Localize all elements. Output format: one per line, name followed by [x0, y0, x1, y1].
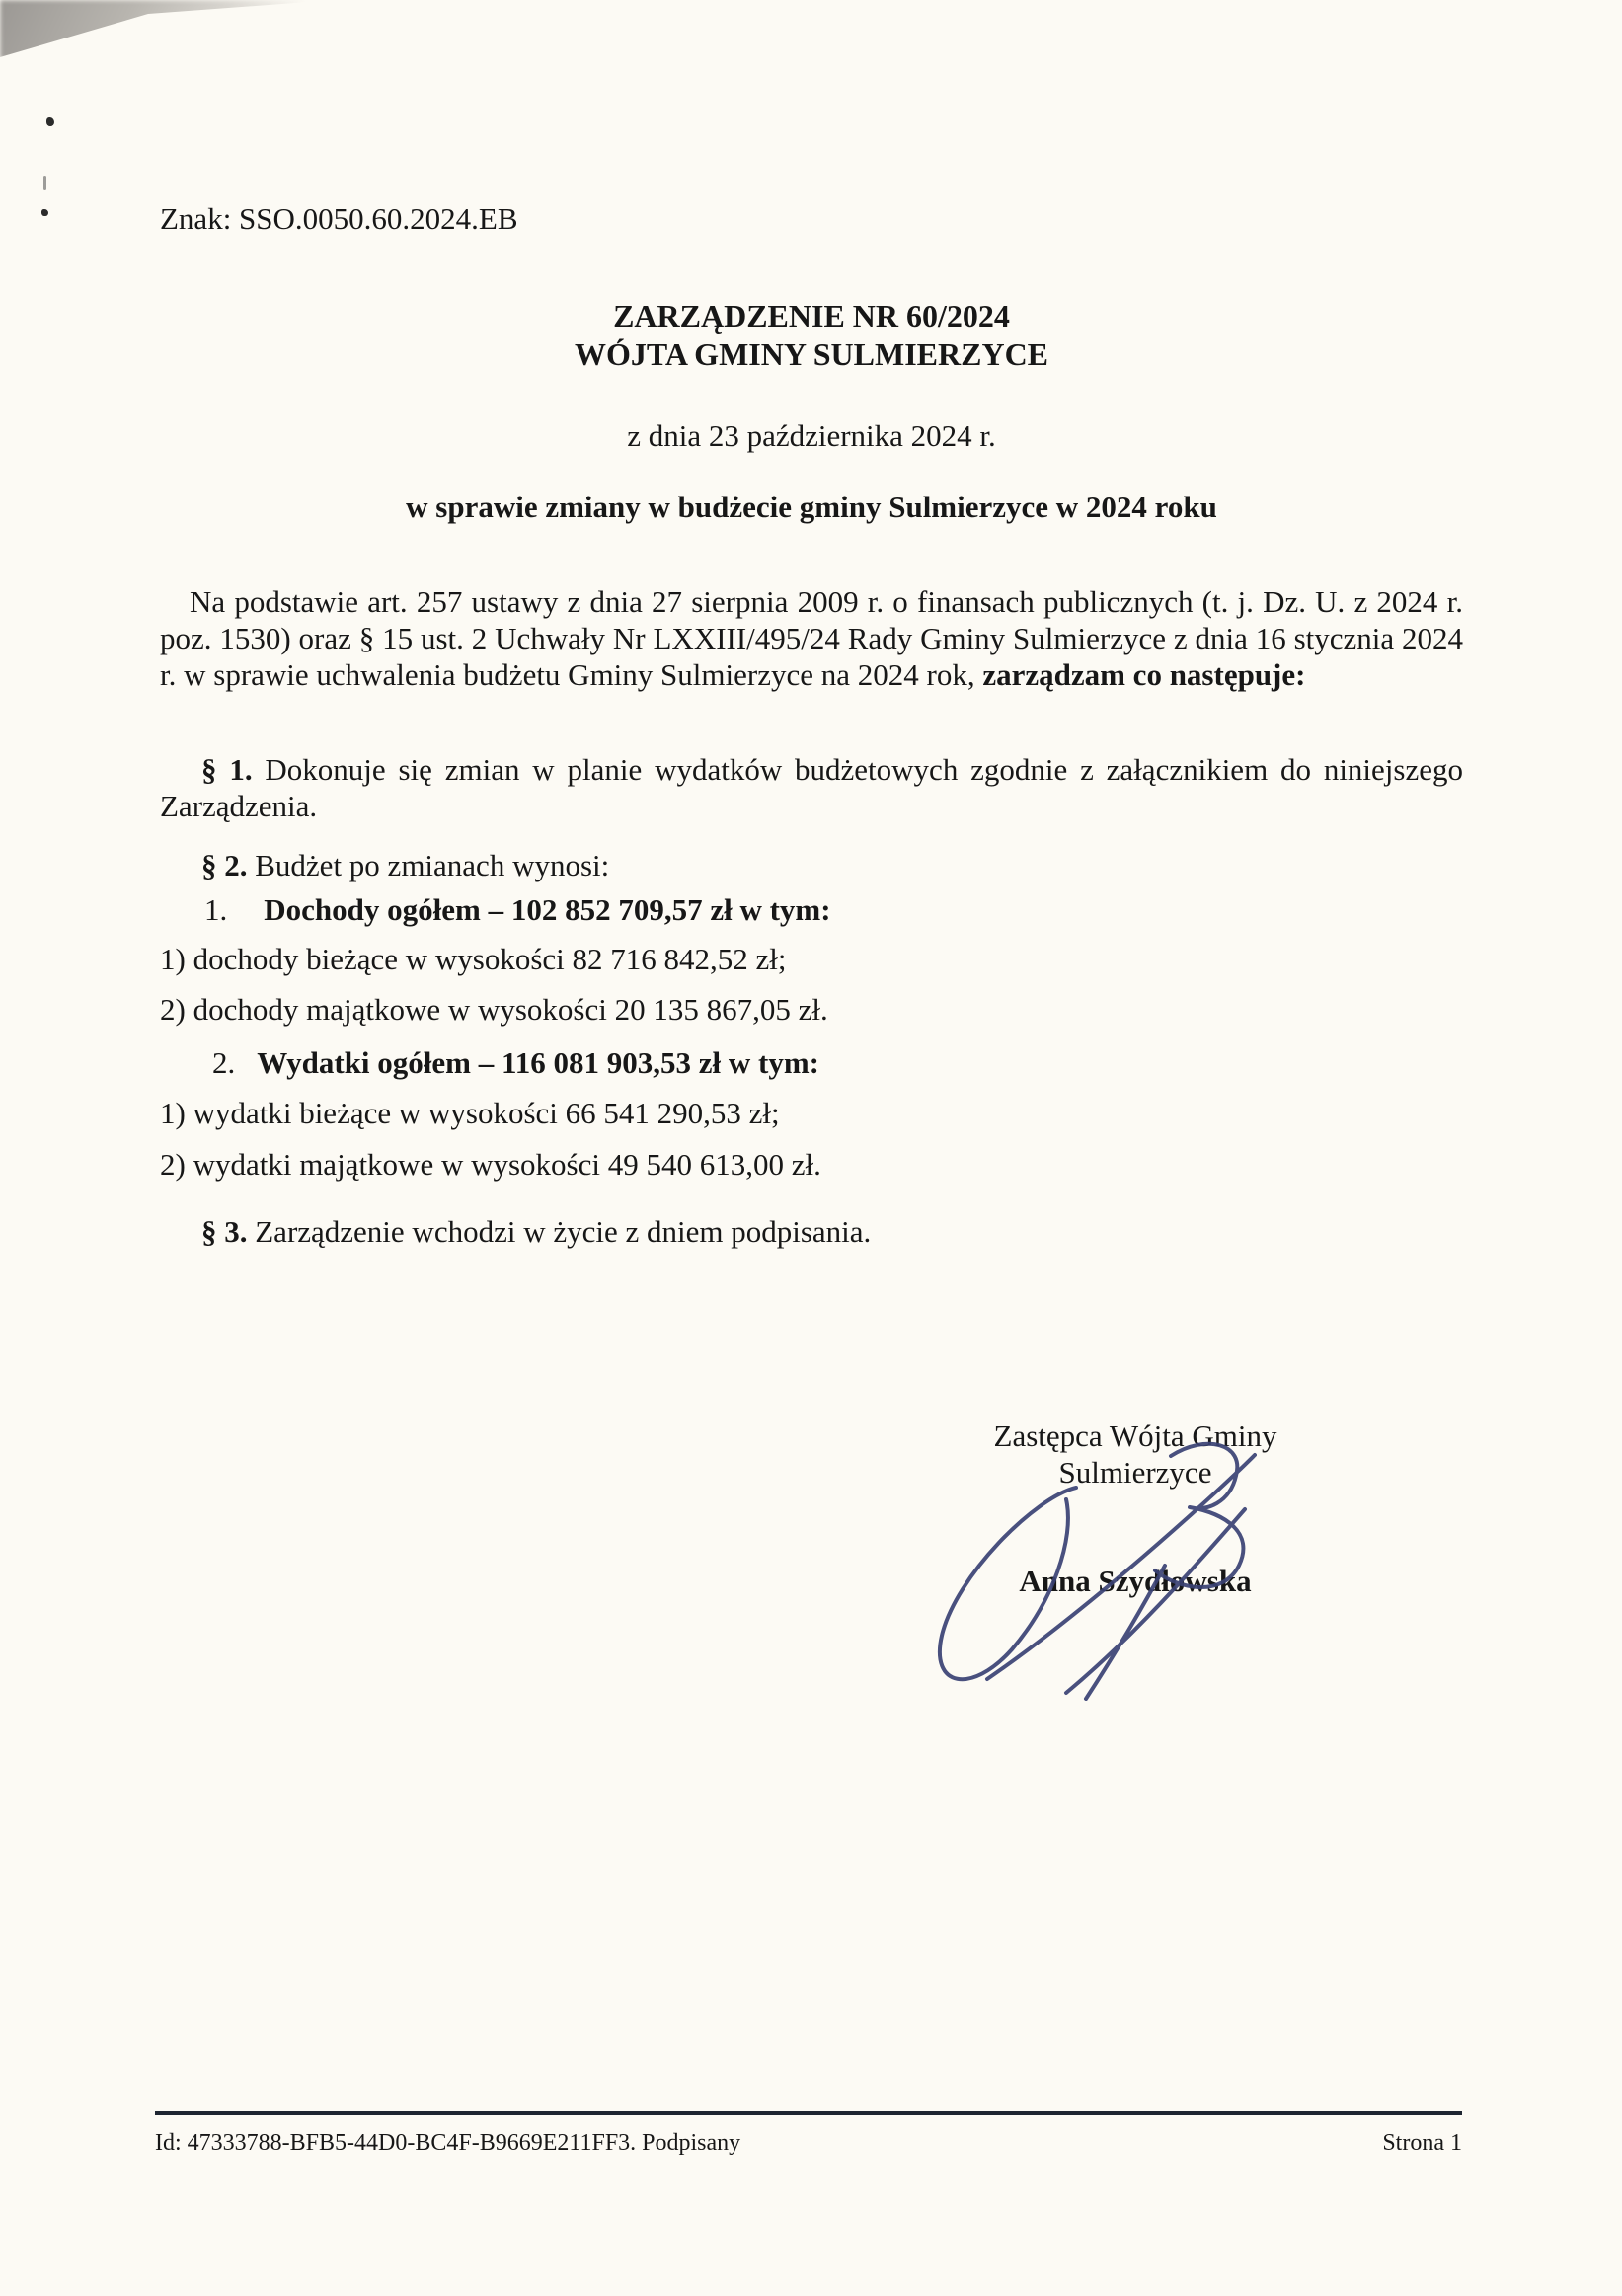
reference-number-line: Znak: SSO.0050.60.2024.EB — [160, 201, 518, 236]
income-item-current: 1) dochody bieżące w wysokości 82 716 842,52 zł; — [160, 942, 787, 976]
ordinance-title — [160, 297, 1463, 374]
signature-role-line2: Sulmierzyce — [1058, 1455, 1212, 1490]
signatory-name: Anna Szydłowska — [1019, 1564, 1252, 1598]
footer-rule — [155, 2111, 1462, 2115]
income-item-capital: 2) dochody majątkowe w wysokości 20 135 867,05 zł. — [160, 992, 828, 1027]
signature-oval-loop — [940, 1488, 1076, 1679]
scan-artifact-top-left — [0, 0, 355, 59]
ordinance-number-title: ZARZĄDZENIE NR 60/2024 — [613, 298, 1010, 334]
income-number: 1. — [204, 892, 228, 927]
expense-number: 2. — [212, 1045, 236, 1080]
scan-speck — [43, 176, 46, 190]
income-heading: Dochody ogółem – 102 852 709,57 zł w tym: — [264, 892, 831, 927]
footer — [155, 2128, 1462, 2158]
section-1-label: § 1. — [201, 752, 253, 787]
section-1-paragraph — [160, 751, 1463, 824]
ordinance-issuer-title: WÓJTA GMINY SULMIERZYCE — [574, 337, 1049, 372]
legal-basis-text: Na podstawie art. 257 ustawy z dnia 27 sierpnia 2009 r. o finansach publicznych (t. j. Dz. U. z 2024 r. poz. 1530) oraz § 15 ust. 2 Uchwały Nr LXXIII/495/24 Rady Gminy Sulmierzyce z dnia 16 stycznia 2024 r. w sprawie uchwalenia budżetu Gminy Sulmierzyce na 2024 rok, — [160, 584, 1463, 692]
expense-heading: Wydatki ogółem – 116 081 903,53 zł w tym: — [257, 1045, 819, 1080]
section-3-label: § 3. — [201, 1214, 248, 1249]
ordinance-date: z dnia 23 października 2024 r. — [627, 419, 996, 453]
page-number: Strona 1 — [1382, 2130, 1462, 2156]
signature-tail-stroke — [1086, 1566, 1165, 1699]
document-id: Id: 47333788-BFB5-44D0-BC4F-B9669E211FF3. Podpisany — [155, 2130, 741, 2156]
expense-item-capital: 2) wydatki majątkowe w wysokości 49 540 613,00 zł. — [160, 1147, 821, 1182]
section-3-paragraph — [160, 1213, 1463, 1250]
section-2-paragraph — [160, 847, 1463, 883]
legal-basis-bold-text: zarządzam co następuje: — [982, 657, 1306, 692]
section-2-label: § 2. — [201, 848, 248, 882]
income-total-line — [160, 891, 1463, 929]
section-2-text: Budżet po zmianach wynosi: — [247, 848, 610, 882]
ordinance-subject: w sprawie zmiany w budżecie gminy Sulmierzyce w 2024 roku — [406, 490, 1217, 524]
handwritten-signature-ink — [918, 1426, 1431, 1722]
section-1-text: Dokonuje się zmian w planie wydatków budżetowych zgodnie z załącznikiem do niniejszego Zarządzenia. — [160, 752, 1464, 823]
scan-speck — [46, 117, 54, 126]
signature-role-line1: Zastępca Wójta Gminy — [993, 1418, 1277, 1453]
signature-flourish-3 — [1155, 1444, 1243, 1587]
expense-total-line — [160, 1044, 1463, 1082]
section-3-text: Zarządzenie wchodzi w życie z dniem podpisania. — [247, 1214, 872, 1249]
scan-speck — [41, 209, 48, 216]
legal-basis-paragraph — [160, 583, 1463, 693]
expense-item-current: 1) wydatki bieżące w wysokości 66 541 290,53 zł; — [160, 1096, 780, 1130]
